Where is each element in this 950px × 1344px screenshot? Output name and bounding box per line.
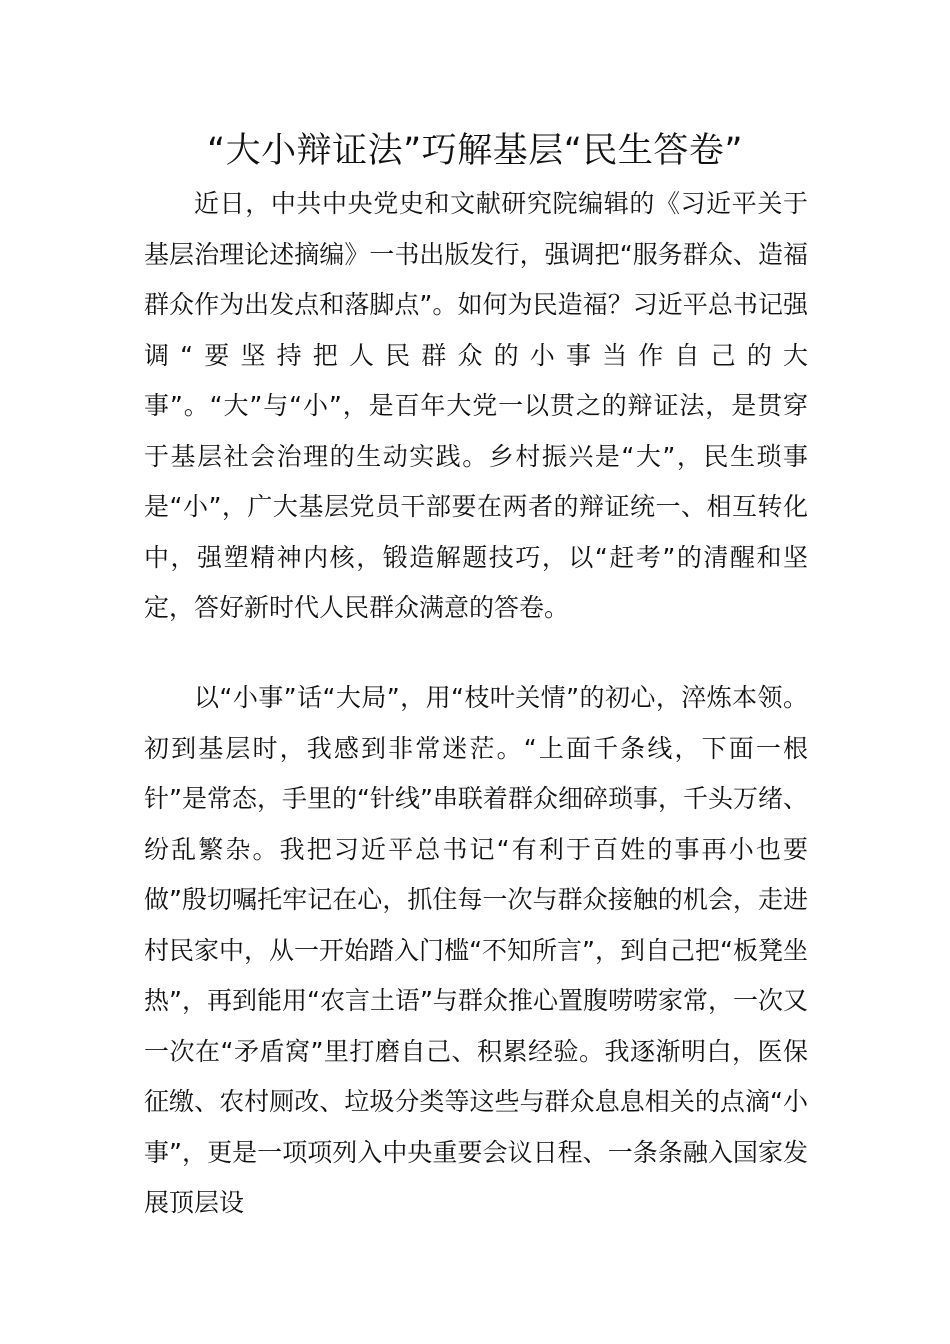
paragraph-1: 近日，中共中央党史和文献研究院编辑的《习近平关于基层治理论述摘编》一书出版发行，强调把“服务群众、造福群众作为出发点和落脚点”。如何为民造福？习近平总书记强调“要坚持把人民群众的小事当作自己的大事”。“大”与“小”，是百年大党一以贯之的辩证法，是贯穿于基层社会治理的生动实践。乡村振兴是“大”，民生琐事是“小”，广大基层党员干部要在两者的辩证统一、相互转化中，强塑精神内核，锻造解题技巧，以“赶考”的清醒和坚定，答好新时代人民群众满意的答卷。 [144, 189, 808, 622]
paragraph-2: 以“小事”话“大局”，用“枝叶关情”的初心，淬炼本领。初到基层时，我感到非常迷茫。“上面千条线，下面一根针”是常态，手里的“针线”串联着群众细碎琐事，千头万绪、纷乱繁杂。我把习近平总书记“有利于百姓的事再小也要做”殷切嘱托牢记在心，抓住每一次与群众接触的机会，走进村民家中，从一开始踏入门槛“不知所言”，到自己把“板凳坐热”，再到能用“农言土语”与群众推心置腹唠唠家常，一次又一次在“矛盾窝”里打磨自己、积累经验。我逐渐明白，医保征缴、农村厕改、垃圾分类等这些与群众息息相关的点滴“小事”，更是一项项列入中央重要会议日程、一条条融入国家发展顶层设 [144, 683, 808, 1217]
document-title: “大小辩证法”巧解基层“民生答卷” [206, 131, 744, 171]
